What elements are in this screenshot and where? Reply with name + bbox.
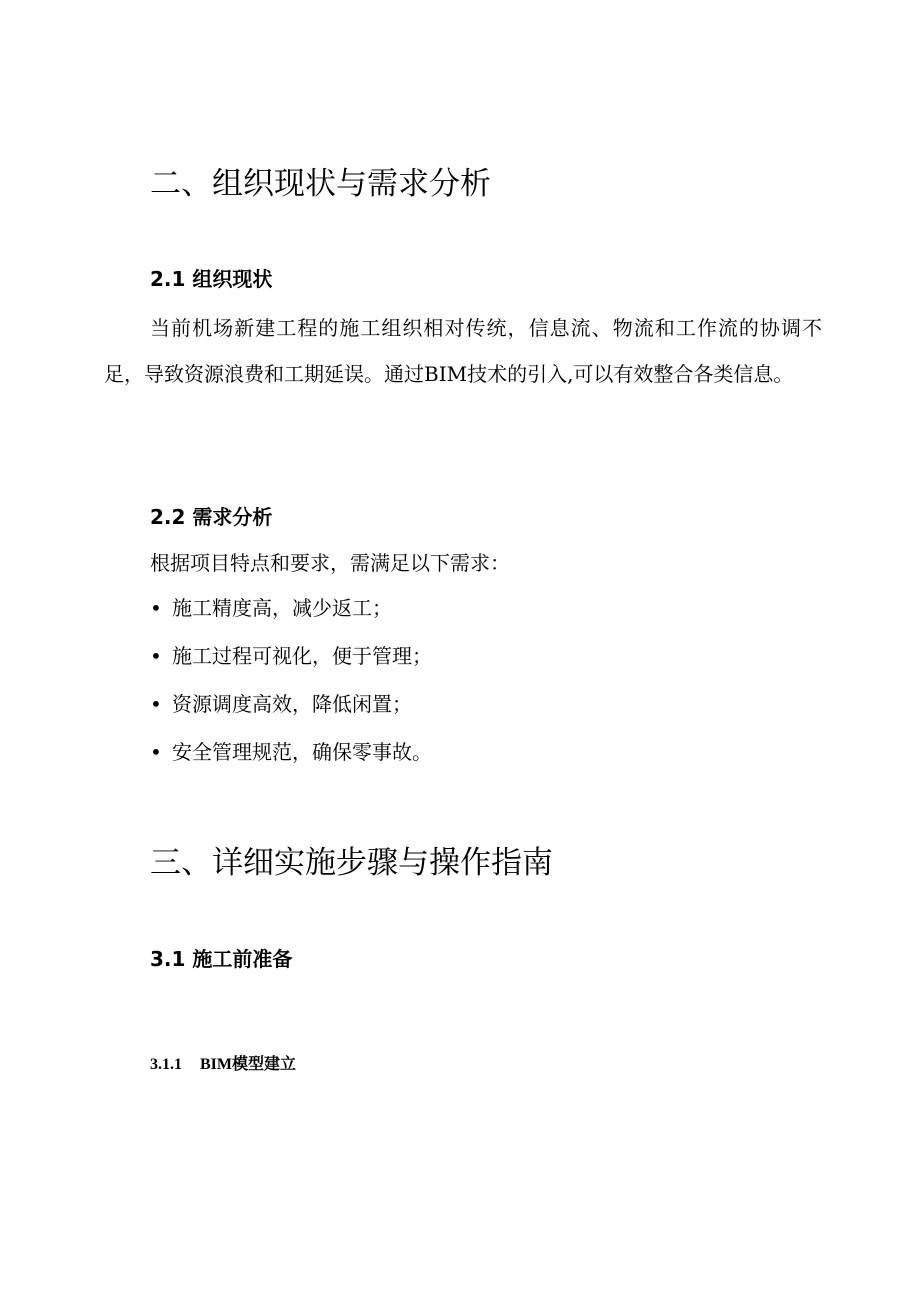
bullet-icon: • (150, 596, 162, 620)
list-item (150, 594, 432, 642)
list-item-text: 施工过程可视化，便于管理； (172, 644, 432, 668)
section-2-2-lead: 根据项目特点和要求，需满足以下需求： (150, 551, 510, 575)
requirements-list (150, 594, 432, 786)
bullet-icon: • (150, 644, 162, 668)
section-3-heading: 三、详细实施步骤与操作指南 (150, 845, 553, 881)
list-item-text: 施工精度高，减少返工； (172, 596, 392, 620)
section-3-1-heading: 3.1 施工前准备 (150, 947, 293, 971)
bullet-icon: • (150, 692, 162, 716)
section-2-heading: 二、组织现状与需求分析 (150, 166, 491, 202)
bullet-icon: • (150, 740, 162, 764)
list-item (150, 738, 432, 786)
list-item-text: 安全管理规范，确保零事故。 (172, 740, 432, 764)
section-2-2-heading: 2.2 需求分析 (150, 505, 273, 529)
list-item (150, 642, 432, 690)
section-2-1-paragraph: 当前机场新建工程的施工组织相对传统，信息流、物流和工作流的协调不足，导致资源浪费和工期延误。通过BIM技术的引入,可以有效整合各类信息。 (104, 316, 822, 386)
list-item-text: 资源调度高效，降低闲置； (172, 692, 412, 716)
section-2-1-heading: 2.1 组织现状 (150, 267, 273, 291)
section-3-1-1-heading: 3.1.1 BIM模型建立 (150, 1056, 297, 1073)
list-item (150, 690, 432, 738)
